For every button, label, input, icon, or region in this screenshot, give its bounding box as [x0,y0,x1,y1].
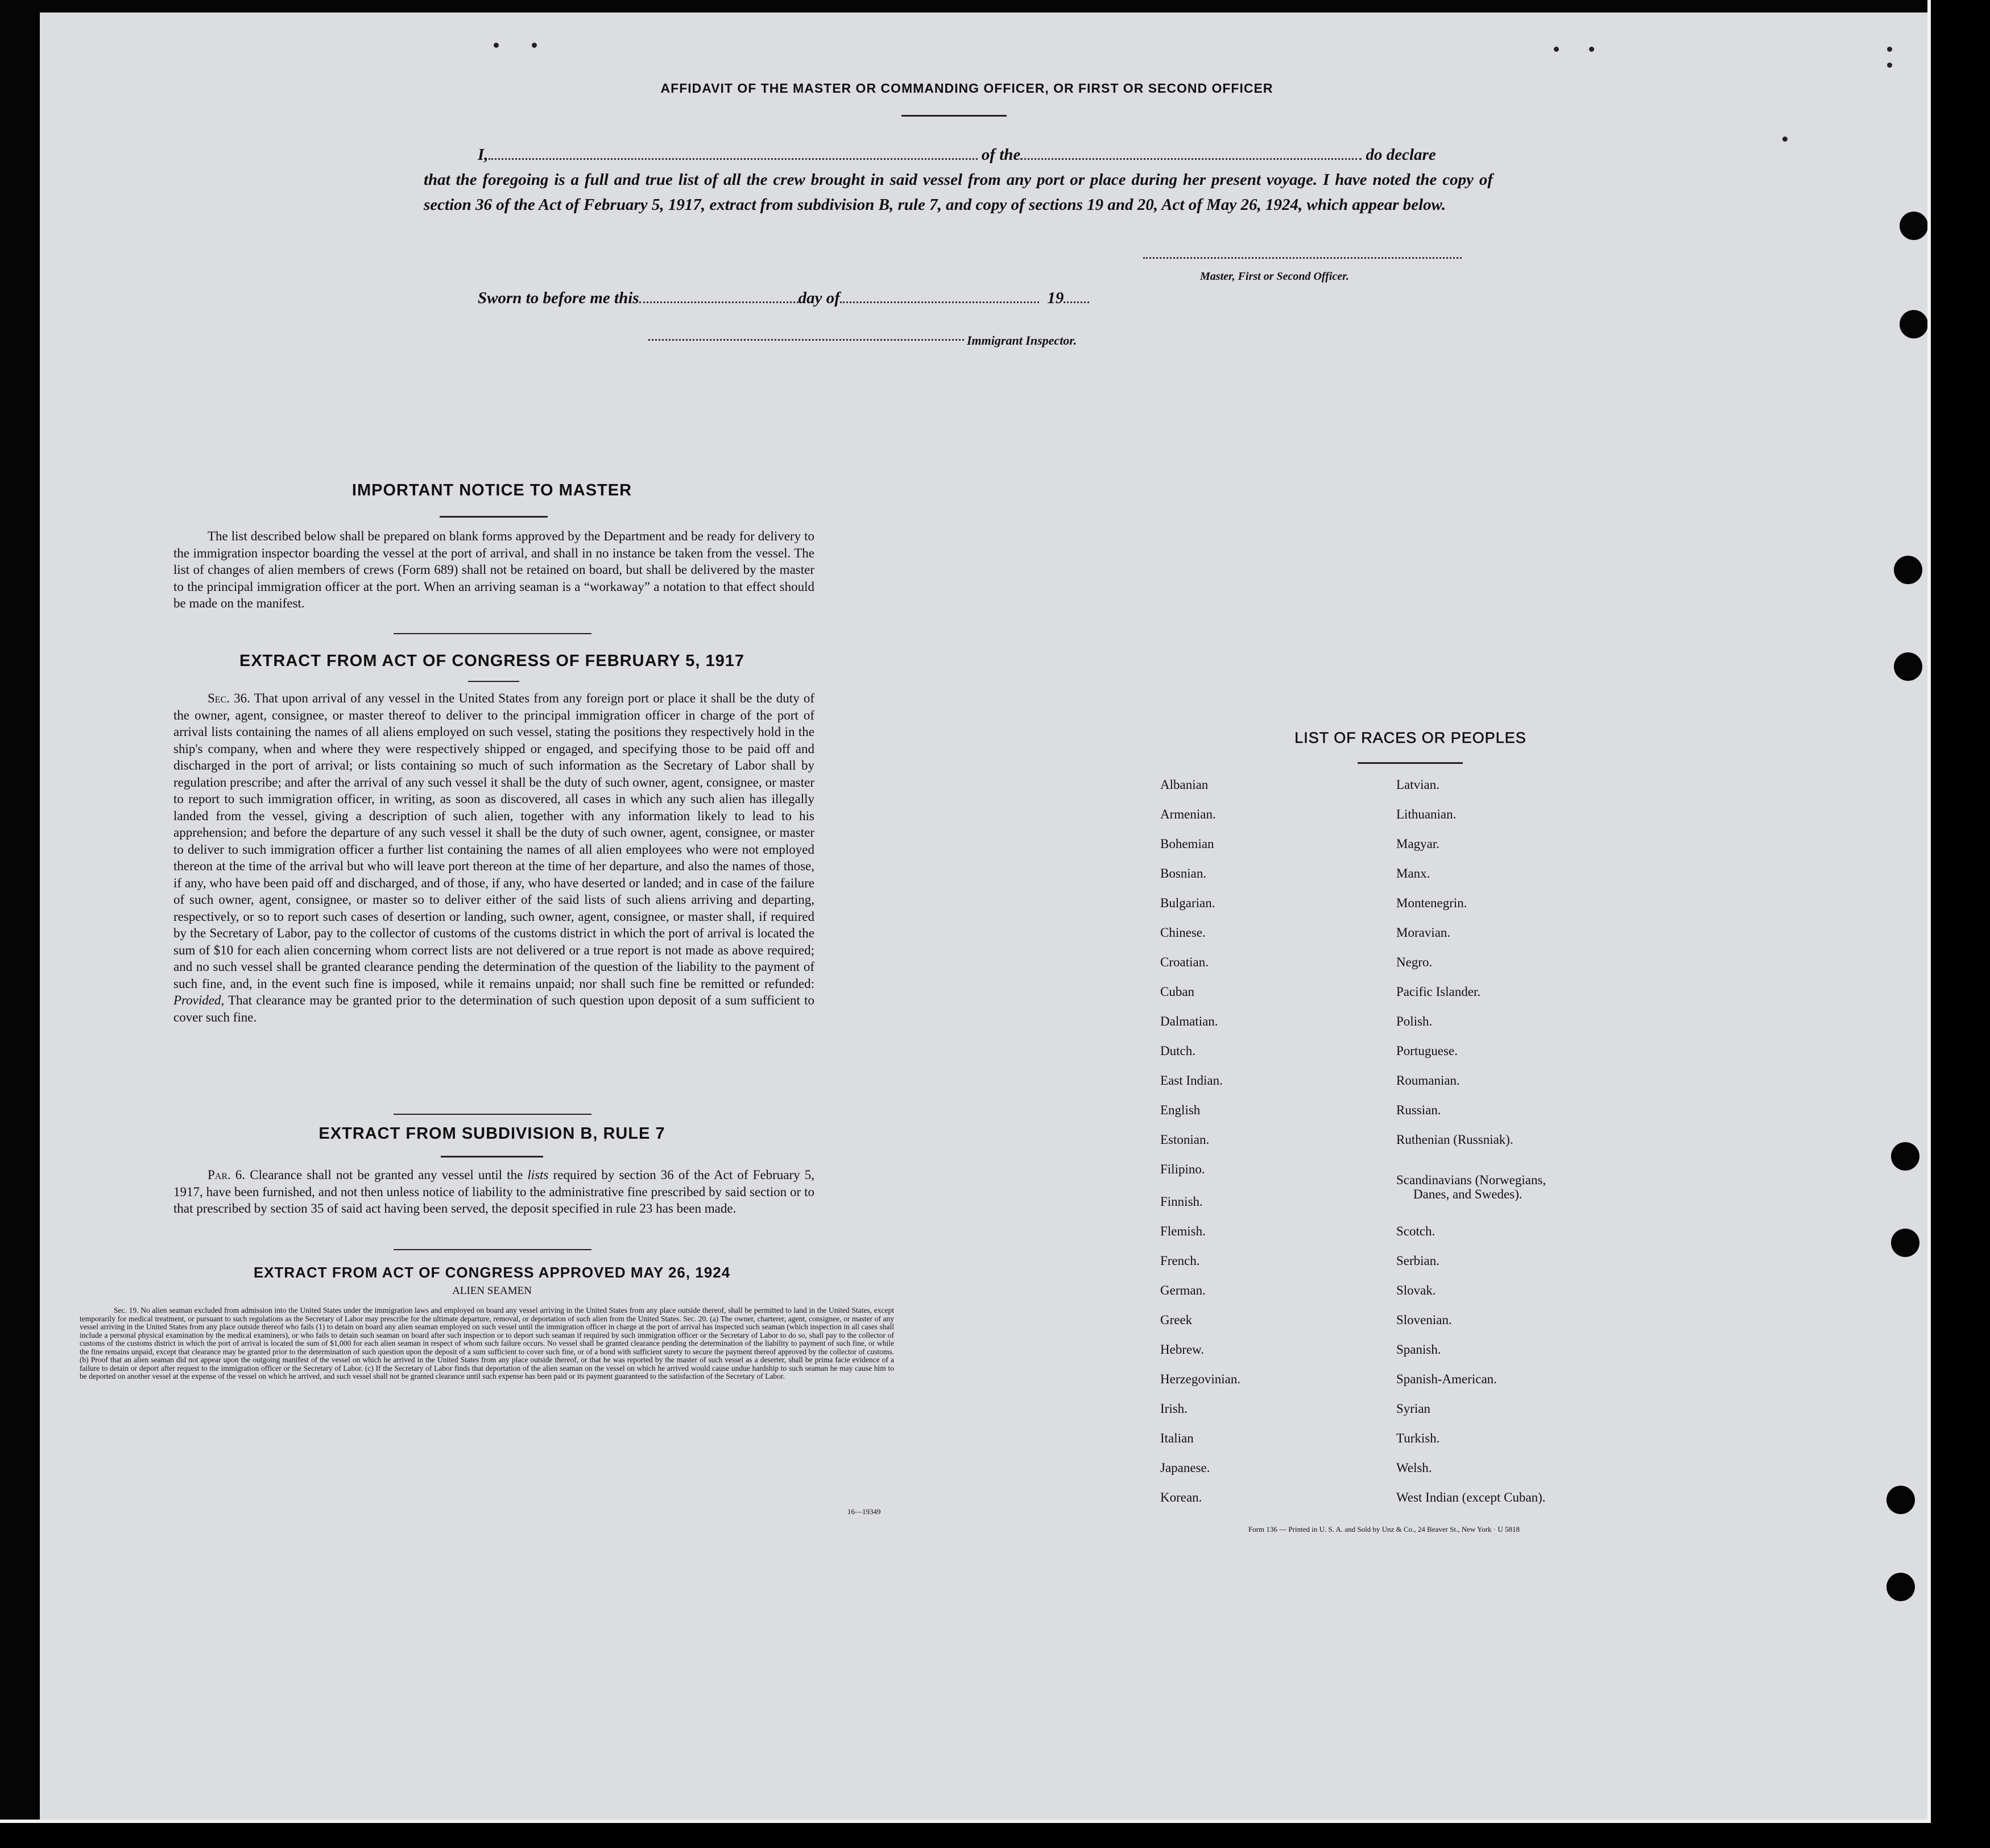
race-entry: Dutch. [1160,1044,1195,1058]
races-title: LIST OF RACES OR PEOPLES [1294,729,1526,746]
race-entry: Welsh. [1396,1461,1432,1475]
race-entry: Bohemian [1160,837,1214,851]
race-entry: Albanian [1160,778,1209,792]
printer-imprint: Form 136 — Printed in U. S. A. and Sold by Unz & Co., 24 Beaver St., New York · U 5818 [1248,1525,1520,1533]
race-entry: Armenian. [1160,807,1216,821]
inspector-blank[interactable] [648,339,964,341]
race-entry: Chinese. [1160,925,1206,940]
declare-label: do declare [1366,146,1436,164]
scan-border-top [0,0,1927,13]
race-entry: East Indian. [1160,1073,1223,1088]
race-entry: Irish. [1160,1401,1188,1416]
race-entry: Lithuanian. [1396,807,1457,821]
affidavit-body [424,142,1493,217]
race-entry: Italian [1160,1431,1194,1445]
race-entry: Spanish-American. [1396,1372,1497,1386]
sworn-year-blank[interactable] [1064,290,1089,303]
race-entry: Montenegrin. [1396,896,1467,910]
race-entry: Latvian. [1396,778,1439,792]
punch-hole [1894,652,1922,681]
race-entry: Greek [1160,1313,1193,1327]
race-entry: Estonian. [1160,1132,1210,1147]
title-rule [901,115,1007,117]
scan-speck [1782,137,1788,142]
signature-blank[interactable] [1143,257,1462,259]
vessel-blank[interactable] [1020,147,1362,160]
race-entry: Moravian. [1396,925,1451,940]
race-entry: English [1160,1103,1201,1117]
alien-seamen-subtitle: ALIEN SEAMEN [452,1285,532,1297]
punch-hole [1900,310,1928,338]
race-entry: Russian. [1396,1103,1441,1117]
race-entry: Flemish. [1160,1224,1206,1238]
sworn-year-label: 19 [1047,289,1064,307]
affidavit-text: that the foregoing is a full and true list of all the crew brought in said vessel from any port or place during her present voyage. I have noted the copy of section 36 of the Act of February 5, 1917, extract from subdivision B, rule 7, and copy of sections 19 and 20, Act of May 26, 1924, which appear below. [424,171,1493,214]
form-code: 16—19349 [847,1507,881,1516]
race-entry: Croatian. [1160,955,1209,969]
section-rule [394,633,591,634]
vessel-label: of the [981,146,1021,164]
race-entry: Korean. [1160,1490,1202,1504]
inspector-label: Immigrant Inspector. [967,333,1077,348]
scan-speck [1554,47,1559,52]
sworn-day-blank[interactable] [639,290,799,303]
race-entry: Slovak. [1396,1283,1436,1297]
race-entry: Turkish. [1396,1431,1440,1445]
declarant-label: I, [478,146,489,164]
race-entry: Magyar. [1396,837,1440,851]
scan-speck [532,43,537,48]
sworn-label: Sworn to before me this [478,289,639,307]
race-entry: Scotch. [1396,1224,1435,1238]
scan-speck [1887,63,1892,68]
scan-speck [1887,47,1892,52]
paragraph-6-label: Par. 6. [208,1168,246,1182]
notice-rule [440,516,548,518]
race-entry: French. [1160,1254,1200,1268]
section-36-text: That upon arrival of any vessel in the United States from any foreign port or place it shall be the duty of the owner, agent, consignee, or master thereof to deliver to the principal immigration officer in charge of the port of arrival lists containing the names of all aliens employed on such vessel, stating the positions they respectively hold in the ship's company, when and where they were respectively shipped or engaged, and specifying those to be paid off and discharged in the port of arrival; or lists containing so much of such information as the Secretary of Labor shall by regulation prescribe; and after the arrival of any such vessel it shall be the duty of such owner, agent, consignee, or master to report to such immigration officer, in writing, as soon as discovered, all cases in which any such alien has illegally landed from the vessel, giving a description of such alien, together with any information likely to lead to his apprehension; and before the departure of any such vessel it shall be the duty of such owner, agent, consignee, or master to deliver to such immigration officer a further list containing the names of all alien employees who were not employed thereon at the time of the arrival but who will leave port thereon at the time of her departure, and also the names of those, if any, who have been paid off and discharged, and of those, if any, who have deserted or landed; and in case of the failure of such owner, agent, consignee, or master so to deliver either of the said lists of such aliens arriving and departing, respectively, or so to report such cases of desertion or landing, such owner, agent, consignee, or master shall, if required by the Secretary of Labor, pay to the collector of customs of the customs district in which the port of arrival is located the sum of $10 for each alien concerning whom correct lists are not delivered or a true report is not made as above required; and no such vessel shall be granted clearance pending the determination of the question of the liability to the payment of such fine, and, in the event such fine is imposed, while it remains unpaid; nor shall such fine be remitted or refunded: [173,691,814,991]
rule-7-title: EXTRACT FROM SUBDIVISION B, RULE 7 [318,1124,665,1143]
lists-word: lists [527,1168,549,1182]
race-entry: Finnish. [1160,1194,1203,1209]
affidavit-title: AFFIDAVIT OF THE MASTER OR COMMANDING OFFICER, OR FIRST OR SECOND OFFICER [660,81,1273,96]
punch-hole [1891,1229,1919,1257]
extract-1917-rule [468,681,519,682]
extract-1924-title: EXTRACT FROM ACT OF CONGRESS APPROVED MAY 26, 1924 [253,1264,731,1281]
extract-1917-title: EXTRACT FROM ACT OF CONGRESS OF FEBRUARY 5, 1917 [239,652,745,670]
race-entry: Negro. [1396,955,1433,969]
race-entry: Roumanian. [1396,1073,1460,1088]
rule-7-text [173,1167,814,1217]
punch-hole [1900,212,1928,240]
race-entry: Polish. [1396,1014,1433,1028]
scan-border-left [0,0,40,1820]
race-entry: Japanese. [1160,1461,1210,1475]
race-entry: Manx. [1396,866,1430,880]
race-entry: Hebrew. [1160,1342,1205,1357]
extract-1917-text [173,690,814,1026]
declaration-line [424,142,1493,167]
race-entry: Cuban [1160,985,1195,999]
race-entry: Dalmatian. [1160,1014,1218,1028]
provided-label: Provided, [173,993,225,1007]
punch-hole [1891,1142,1919,1171]
extract-1924-text: Sec. 19. No alien seaman excluded from admission into the United States under the immigration laws and employed on board any vessel arriving in the United States from any place outside thereof, shall be permitted to land in the United States, except temporarily for medical treatment, or pursuant to such regulations as the Secretary of Labor may prescribe for the ultimate departure, removal, or deportation of such alien from the United States. Sec. 20. (a) The owner, charterer, agent, consignee, or master of any vessel arriving in the United States from any place outside thereof who fails (1) to detain on board any alien seaman employed on such vessel until the immigration officer in charge at the port of arrival has inspected such seaman (which inspection in all cases shall include a personal physical examination by the medical examiners), or who fails to detain such seaman on board after such inspection or to deport such seaman if required by such immigration officer or the Secretary of Labor to do so, shall pay to the collector of customs of the customs district in which the port of arrival is located the sum of $1,000 for each alien seaman in respect of whom such failure occurs. No vessel shall be granted clearance pending the determination of the liability to payment of such fine, or while the fine remains unpaid, except that clearance may be granted prior to the determination of such question upon the deposit of a sum sufficient to cover such fine, or of a bond with sufficient surety to secure the payment thereof approved by the collector of customs. (b) Proof that an alien seaman did not appear upon the outgoing manifest of the vessel on which he arrived in the United States from any place outside thereof, or that he was reported by the master of such vessel as a deserter, shall be prima facie evidence of a failure to detain or deport after request to the immigration officer or the Secretary of Labor. (c) If the Secretary of Labor finds that deportation of the alien seaman on the vessel on which he arrived would cause undue hardship to such seaman he may cause him to be deported on another vessel at the expense of the vessel on which he arrived, and such vessel shall not be granted clearance until such expense has been paid or its payment guaranteed to the satisfaction of the Secretary of Labor. [80,1306,894,1380]
punch-hole [1886,1573,1915,1601]
race-entry: Ruthenian (Russniak). [1396,1132,1513,1147]
race-entry: Syrian [1396,1401,1431,1416]
scan-speck [494,43,499,48]
section-36-label: Sec. 36. [208,691,250,705]
notice-title: IMPORTANT NOTICE TO MASTER [351,481,632,499]
races-rule [1358,762,1463,764]
section-rule [394,1249,591,1250]
race-entry: Scandinavians (Norwegians, [1396,1173,1546,1187]
race-entry: Filipino. [1160,1162,1205,1176]
punch-hole [1894,556,1922,584]
rule-7-text-b: required by section 36 of the Act of February 5, 1917, have been furnished, and not then unless notice of liability to the administrative fine prescribed by said section or to that prescribed by section 35 of said act having been served, the deposit specified in rule 23 has been made. [173,1168,815,1216]
race-entry: Spanish. [1396,1342,1441,1357]
section-36-text-end: That clearance may be granted prior to the determination of such question upon deposit of a sum sufficient to cover such fine. [173,993,814,1024]
race-entry: Pacific Islander. [1396,985,1481,999]
sworn-day-of-label: day of [798,289,840,307]
declarant-blank[interactable] [489,147,978,160]
rule-7-rule [441,1156,543,1157]
race-entry: West Indian (except Cuban). [1396,1490,1546,1504]
race-entry: German. [1160,1283,1206,1297]
race-entry: Bulgarian. [1160,896,1215,910]
rule-7-text-a: Clearance shall not be granted any vessel until the [250,1168,523,1182]
race-entry: Portuguese. [1396,1044,1458,1058]
notice-text: The list described below shall be prepared on blank forms approved by the Department and be ready for delivery to the immigration inspector boarding the vessel at the port of arrival, and shall in no instance be taken from the vessel. The list of changes of alien members of crews (Form 689) shall not be retained on board, but shall be delivered by the master to the principal immigration officer at the port. When an arriving seaman is a “workaway” a notation to that effect should be made on the manifest. [173,529,814,610]
punch-hole [1886,1486,1915,1514]
scan-speck [1589,47,1594,52]
section-rule [394,1114,591,1115]
sworn-line [478,289,1089,308]
race-entry: Bosnian. [1160,866,1207,880]
signature-label: Master, First or Second Officer. [1200,270,1349,283]
race-entry: Danes, and Swedes). [1413,1187,1523,1201]
race-entry: Slovenian. [1396,1313,1452,1327]
sworn-month-blank[interactable] [840,290,1039,303]
race-entry: Serbian. [1396,1254,1440,1268]
race-entry: Herzegovinian. [1160,1372,1241,1386]
